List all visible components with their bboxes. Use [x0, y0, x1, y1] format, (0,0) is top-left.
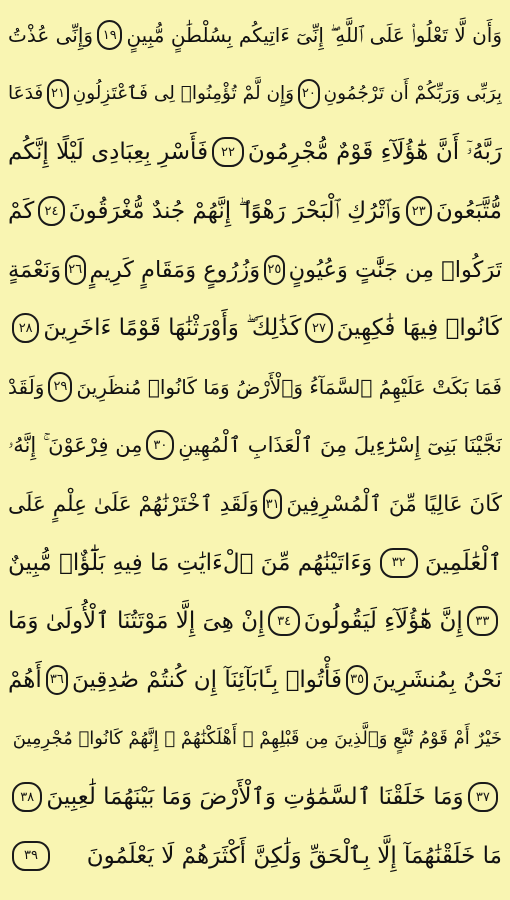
verse-text: وَءَاتَيْنَٰهُم مِّنَ ٱلْءَايَٰتِ مَا فِيهِ بَلَٰٓؤٌا۟ مُّبِينٌ	[8, 549, 373, 576]
verse-text: خَيْرٌ أَمْ قَوْمُ تُبَّعٍ وَٱلَّذِينَ مِن قَبْلِهِمْ ۚ أَهْلَكْنَٰهُمْ ۖ إِنَّهُمْ كَانُوا۟ مُجْرِمِينَ	[12, 727, 502, 749]
ayah-number-marker: ١٩	[97, 20, 122, 50]
verse-text: كَذَٰلِكَ ۖ وَأَوْرَثْنَٰهَا قَوْمًا ءَاخَرِينَ	[43, 315, 302, 342]
quran-line	[8, 592, 502, 651]
ayah-number-marker: ٣٨	[12, 782, 42, 812]
ayah-number-marker: ٣٧	[468, 782, 498, 812]
ayah-number-marker: ٣٥	[346, 665, 368, 695]
verse-text: وَلَقَدِ ٱخْتَرْنَٰهُمْ عَلَىٰ عِلْمٍ عَلَى	[8, 491, 259, 517]
verse-text: كَانُوا۟ فِيهَا فَٰكِهِينَ	[336, 315, 502, 342]
quran-line	[8, 299, 502, 358]
ayah-number-marker: ٢٣	[406, 196, 432, 226]
verse-text: مِن فِرْعَوْنَ ۚ إِنَّهُۥ	[8, 432, 143, 457]
quran-line	[8, 358, 502, 417]
ayah-number-marker: ٣١	[263, 489, 282, 519]
verse-text: ٱلْعَٰلَمِينَ	[425, 549, 502, 576]
ayah-number-marker: ٢٦	[65, 255, 85, 285]
verse-text: كَانَ عَالِيًا مِّنَ ٱلْمُسْرِفِينَ	[286, 491, 502, 517]
verse-text: إِنَّ هَٰٓؤُلَآءِ لَيَقُولُونَ	[303, 608, 463, 635]
quran-line	[8, 768, 502, 827]
verse-text: وَأَن لَّا تَعْلُوا۟ عَلَى ٱللَّهِ ۖ إِنِّىٓ ءَاتِيكُم بِسُلْطَٰنٍ مُّبِينٍ	[126, 23, 502, 48]
ayah-number-marker: ٢٨	[12, 313, 39, 343]
ayah-number-marker: ٣٢	[380, 548, 418, 578]
verse-text: مَا خَلَقْنَٰهُمَآ إِلَّا بِٱلْحَقِّ وَلَٰكِنَّ أَكْثَرَهُمْ لَا يَعْلَمُونَ	[86, 842, 502, 869]
quran-line	[8, 240, 502, 299]
verse-text: فَمَا بَكَتْ عَلَيْهِمُ ٱلسَّمَآءُ وَٱلْأَرْضُ وَمَا كَانُوا۟ مُنظَرِينَ	[76, 374, 502, 399]
verse-text: وَنَعْمَةٍ	[8, 256, 62, 283]
quran-line	[8, 651, 502, 710]
ayah-number-marker: ٢٠	[298, 79, 319, 109]
quran-line	[8, 533, 502, 592]
quran-line	[8, 123, 502, 182]
quran-line	[8, 182, 502, 241]
quran-line	[8, 6, 502, 65]
verse-text: بِرَبِّى وَرَبِّكُمْ أَن تَرْجُمُونِ	[323, 83, 502, 105]
ayah-number-marker: ٢٥	[264, 255, 284, 285]
quran-line	[8, 826, 502, 885]
ayah-number-marker: ٣٤	[268, 606, 299, 636]
ayah-number-marker: ٢١	[47, 79, 68, 109]
verse-text: مُّتَّبَعُونَ	[435, 198, 502, 225]
verse-text: وَلَقَدْ	[8, 374, 45, 399]
quran-line	[8, 475, 502, 534]
ayah-number-marker: ٢٧	[305, 313, 332, 343]
ayah-number-marker: ٢٢	[212, 137, 244, 167]
verse-text: إِنْ هِىَ إِلَّا مَوْتَتُنَا ٱلْأُولَىٰ وَمَا	[8, 608, 265, 635]
ayah-number-marker: ٣٩	[12, 841, 50, 871]
verse-text: وَٱتْرُكِ ٱلْبَحْرَ رَهْوًا ۖ إِنَّهُمْ جُندٌ مُّغْرَقُونَ	[68, 198, 402, 225]
quran-line	[8, 709, 502, 768]
ayah-number-marker: ٣٦	[46, 665, 68, 695]
verse-text: فَأْتُوا۟ بِـَٔابَآئِنَآ إِن كُنتُمْ صَٰدِقِينَ	[71, 666, 343, 693]
verse-text: وَمَا خَلَقْنَا ٱلسَّمَٰوَٰتِ وَٱلْأَرْضَ وَمَا بَيْنَهُمَا لَٰعِبِينَ	[46, 784, 464, 811]
verse-text: وَإِنِّى عُذْتُ	[8, 23, 94, 48]
quran-line	[8, 65, 502, 124]
ayah-number-marker: ٣٣	[467, 606, 498, 636]
ayah-number-marker: ٣٠	[146, 430, 174, 460]
ayah-number-marker: ٢٩	[48, 372, 72, 402]
verse-text: فَدَعَا	[8, 83, 44, 105]
verse-text: وَإِن لَّمْ تُؤْمِنُوا۟ لِى فَٱعْتَزِلُونِ	[72, 83, 295, 105]
quran-line	[8, 416, 502, 475]
verse-text: رَبَّهُۥٓ أَنَّ هَٰٓؤُلَآءِ قَوْمٌ مُّجْرِمُونَ	[247, 139, 502, 166]
ayah-number-marker: ٢٤	[38, 196, 64, 226]
verse-text: أَهُمْ	[8, 666, 42, 693]
verse-text: كَمْ	[8, 198, 35, 225]
verse-text: وَزُرُوعٍ وَمَقَامٍ كَرِيمٍ	[89, 256, 261, 283]
verse-text: تَرَكُوا۟ مِن جَنَّٰتٍ وَعُيُونٍ	[288, 256, 502, 283]
verse-text: نَجَّيْنَا بَنِىٓ إِسْرَٰٓءِيلَ مِنَ ٱلْعَذَابِ ٱلْمُهِينِ	[178, 433, 502, 458]
verse-text: نَحْنُ بِمُنشَرِينَ	[372, 666, 502, 693]
verse-text: فَأَسْرِ بِعِبَادِى لَيْلًا إِنَّكُم	[8, 139, 209, 166]
